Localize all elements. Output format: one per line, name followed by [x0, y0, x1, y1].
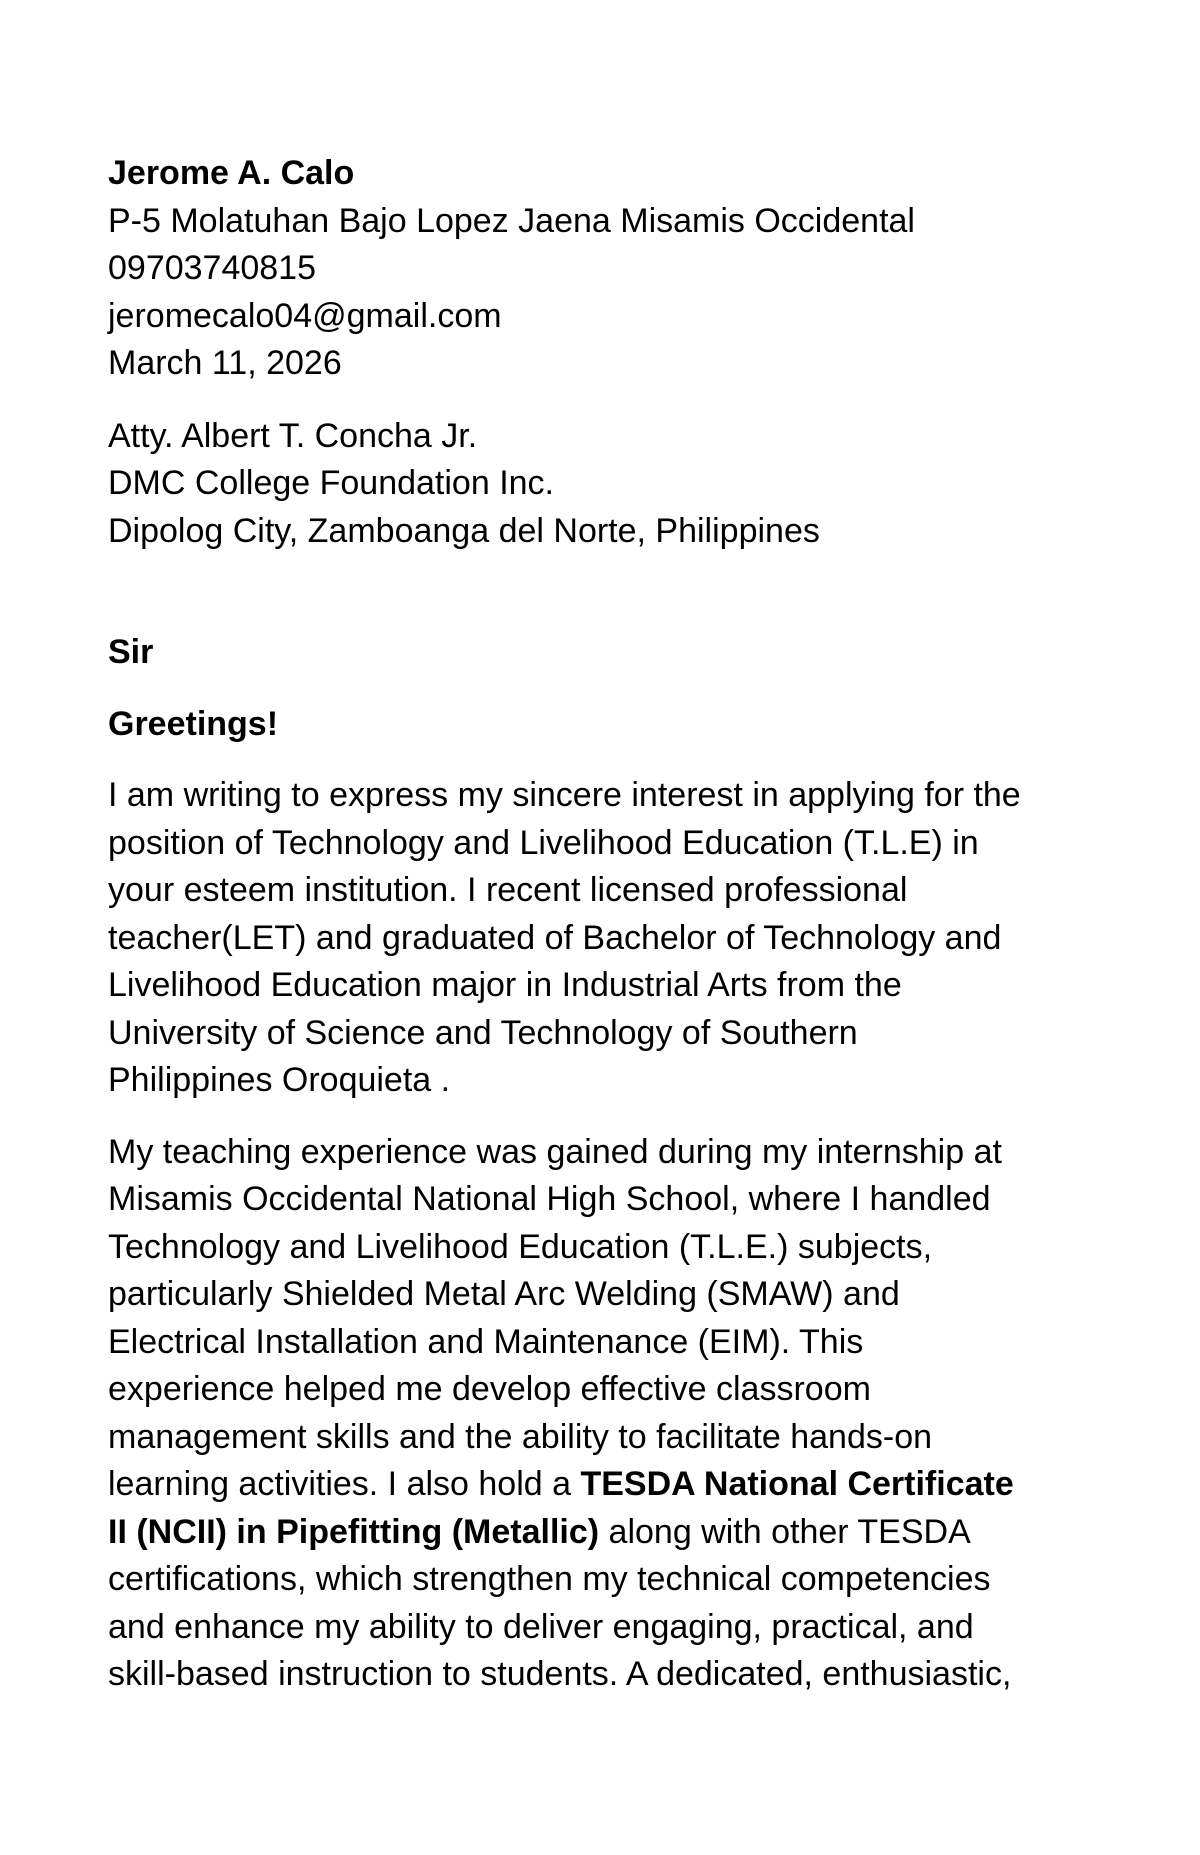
recipient-name: Atty. Albert T. Concha Jr. [108, 416, 478, 455]
paragraph-line: My teaching experience was gained during my internship at [108, 1132, 1002, 1171]
paragraph-line: Livelihood Education major in Industrial Arts from the [108, 966, 902, 1004]
letter-date: March 11, 2026 [108, 344, 342, 382]
paragraph-line: and enhance my ability to deliver engaging, practical, and [108, 1607, 974, 1646]
recipient-block [108, 413, 1088, 556]
paragraph-line: experience helped me develop effective classroom [108, 1370, 871, 1408]
salutation-text: Sir [108, 633, 154, 671]
greeting [108, 701, 1088, 749]
paragraph-line: Technology and Livelihood Education (T.L.E.) subjects, [108, 1227, 933, 1266]
recipient-organization: DMC College Foundation Inc. [108, 464, 555, 502]
sender-block [108, 150, 1088, 388]
paragraph-line: your esteem institution. I recent licensed professional [108, 871, 908, 909]
certificate-highlight: II (NCII) in Pipefitting (Metallic) [108, 1512, 600, 1551]
sender-phone: 09703740815 [108, 249, 317, 287]
paragraph-line: I am writing to express my sincere interest in applying for the [108, 776, 1021, 814]
paragraph-text: along with other TESDA [599, 1512, 971, 1551]
greeting-text: Greetings! [108, 704, 279, 743]
paragraph-line [108, 1461, 1088, 1509]
paragraph-text: learning activities. I also hold a [108, 1465, 581, 1503]
paragraph-line: University of Science and Technology of Southern [108, 1013, 858, 1052]
paragraph-line: skill-based instruction to students. A dedicated, enthusiastic, [108, 1655, 1012, 1693]
paragraph-line: Philippines Oroquieta . [108, 1061, 451, 1099]
paragraph-line: teacher(LET) and graduated of Bachelor of Technology and [108, 918, 1002, 957]
sender-address: P-5 Molatuhan Bajo Lopez Jaena Misamis Occidental [108, 201, 915, 240]
salutation [108, 629, 1088, 677]
letter-page [108, 150, 1088, 1723]
paragraph-line: Misamis Occidental National High School, where I handled [108, 1180, 991, 1218]
paragraph-line: management skills and the ability to facilitate hands-on [108, 1417, 933, 1456]
sender-name: Jerome A. Calo [108, 154, 355, 192]
paragraph-line: position of Technology and Livelihood Education (T.L.E) in [108, 823, 979, 862]
paragraph-line [108, 1509, 1088, 1557]
certificate-highlight: TESDA National Certificate [580, 1465, 1014, 1503]
body-paragraph-2 [108, 1129, 1088, 1699]
paragraph-line: certifications, which strengthen my technical competencies [108, 1560, 991, 1598]
paragraph-line: particularly Shielded Metal Arc Welding (SMAW) and [108, 1275, 900, 1313]
body-paragraph-1 [108, 772, 1088, 1105]
paragraph-line: Electrical Installation and Maintenance (EIM). This [108, 1322, 864, 1361]
sender-email: jeromecalo04@gmail.com [108, 296, 502, 335]
recipient-location: Dipolog City, Zamboanga del Norte, Philippines [108, 511, 820, 550]
